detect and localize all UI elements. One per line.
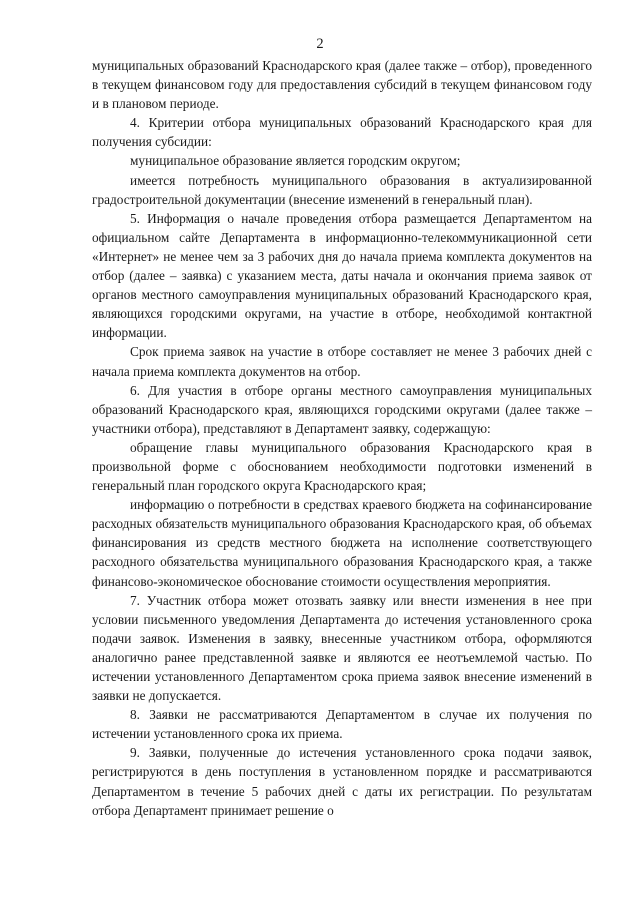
paragraph: информацию о потребности в средствах краевого бюджета на софинансирование расходных обязательств муниципального образования Краснодарского края, об объемах финансирования из средств местного бюджета на исполнение соответствующего расходного обязательства муниципального образования Краснодарского края, а также финансово-экономическое обоснование стоимости осуществления мероприятия. <box>92 497 592 589</box>
paragraph: муниципальное образование является городским округом; <box>130 153 461 169</box>
paragraph: обращение главы муниципального образования Краснодарского края в произвольной форме с обоснованием необходимости подготовки изменений в генеральный план городского округа Краснодарского края; <box>92 439 592 494</box>
paragraph: муниципальных образований Краснодарского края (далее также – отбор), проведенного в текущем финансовом году для предоставления субсидий в текущем финансовом году и в плановом периоде. <box>92 58 592 112</box>
paragraph: 8. Заявки не рассматриваются Департаментом в случае их получения по истечении установленного срока их приема. <box>92 707 592 742</box>
paragraph: 5. Информация о начале проведения отбора размещается Департаментом на официальном сайте Департамента в информационно-телекоммуникационной сети «Интернет» не менее чем за 3 рабочих дня до начала приема комплекта документов на отбор (далее – заявка) с указанием места, даты начала и окончания приема заявок от органов местного самоуправления муниципальных образований Краснодарского края, являющихся городскими округами, на участие в отборе, необходимой контактной информации. <box>92 210 592 341</box>
paragraph: Срок приема заявок на участие в отборе составляет не менее 3 рабочих дней с начала приема комплекта документов на отбор. <box>92 344 592 379</box>
paragraph: 4. Критерии отбора муниципальных образований Краснодарского края для получения субсидии: <box>92 115 592 150</box>
paragraph: 9. Заявки, полученные до истечения установленного срока подачи заявок, регистрируются в день поступления в установленном порядке и рассматриваются Департаментом в течение 5 рабочих дней с даты их регистрации. По результатам отбора Департамент принимает решение о <box>92 745 592 818</box>
paragraph: 7. Участник отбора может отозвать заявку или внести изменения в нее при условии письменного уведомления Департамента до истечения установленного срока подачи заявок. Изменения в заявку, внесенные участником отбора, оформляются аналогично ранее представленной заявке и являются ее неотъемлемой частью. По истечении установленного Департаментом срока приема заявок внесение изменений в заявки не допускается. <box>92 592 592 704</box>
page-number: 2 <box>316 36 324 52</box>
document-body <box>92 56 592 820</box>
paragraph: имеется потребность муниципального образования в актуализированной градостроительной документации (внесение изменений в генеральный план). <box>92 172 592 207</box>
paragraph: 6. Для участия в отборе органы местного самоуправления муниципальных образований Краснодарского края, являющихся городскими округами (далее также – участники отбора), представляют в Департамент заявку, содержащую: <box>92 382 592 436</box>
